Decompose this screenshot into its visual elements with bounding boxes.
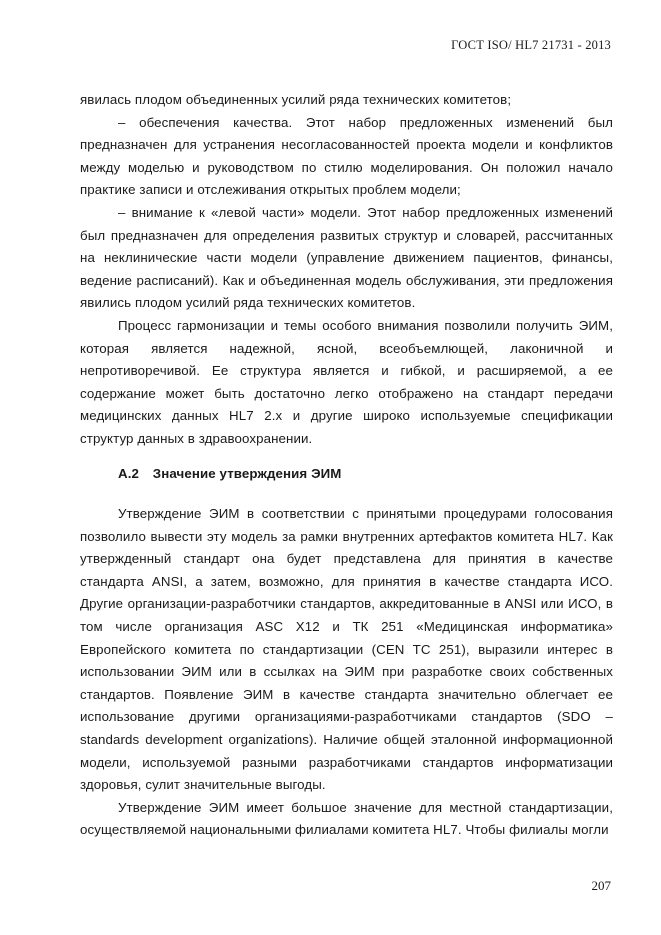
section-heading	[80, 463, 613, 486]
list-item-left-part: – внимание к «левой части» модели. Этот набор предложенных изменений был предназначен для определения развитых структур и словарей, рассчитанных на неклинические части модели (управление движением пациентов, финансы, ведение расписаний). Как и объединенная модель обслуживания, эти предложения явились плодом усилий ряда технических комитетов.	[80, 204, 613, 311]
paragraph-harmonization: Процесс гармонизации и темы особого внимания позволили получить ЭИМ, которая является надежной, ясной, всеобъемлющей, лаконичной и непротиворечивой. Ее структура является и гибкой, и расширяемой, а ее содержание может быть достаточно легко отображено на стандарт передачи медицинских данных HL7 2.x и другие широко используемые спецификации структур данных в здравоохранении.	[80, 317, 613, 446]
paragraph-approval: Утверждение ЭИМ в соответствии с принятыми процедурами голосования позволило вывести эту модель за рамки внутренних артефактов комитета HL7. Как утвержденный стандарт она будет представлена для принятия в качестве стандарта ANSI, а затем, возможно, для принятия в качестве стандарта ИСО. Другие организации-разработчики стандартов, аккредитованные в ANSI или ИСО, в том числе организация ASC X12 и ТК 251 «Медицинская информатика» Европейского комитета по стандартизации (CEN TC 251), выразили интерес в использовании ЭИМ или в ссылках на ЭИМ при разработке своих собственных стандартов. Появление ЭИМ в качестве стандарта значительно облегчает ее использование другими организациями-разработчиками стандартов (SDO – standards development organizations). Наличие общей эталонной информационной модели, используемой разными разработчиками стандартов информатизации здоровья, сулит значительные выгоды.	[80, 506, 613, 793]
page-number: 207	[591, 878, 611, 893]
section-title: Значение утверждения ЭИМ	[152, 465, 342, 481]
document-header: ГОСТ ISO/ HL7 21731 - 2013	[451, 38, 611, 52]
paragraph-local-standardization: Утверждение ЭИМ имеет большое значение для местной стандартизации, осуществляемой национальными филиалами комитета HL7. Чтобы филиалы могли	[80, 799, 613, 838]
section-number: А.2	[118, 465, 139, 481]
paragraph-continuation: явилась плодом объединенных усилий ряда технических комитетов;	[80, 92, 512, 107]
document-body	[80, 89, 613, 842]
list-item-quality: – обеспечения качества. Этот набор предложенных изменений был предназначен для устранения несогласованностей проекта модели и конфликтов между моделью и руководством по стилю моделирования. Он положил начало практике записи и отслеживания открытых проблем модели;	[80, 114, 613, 198]
